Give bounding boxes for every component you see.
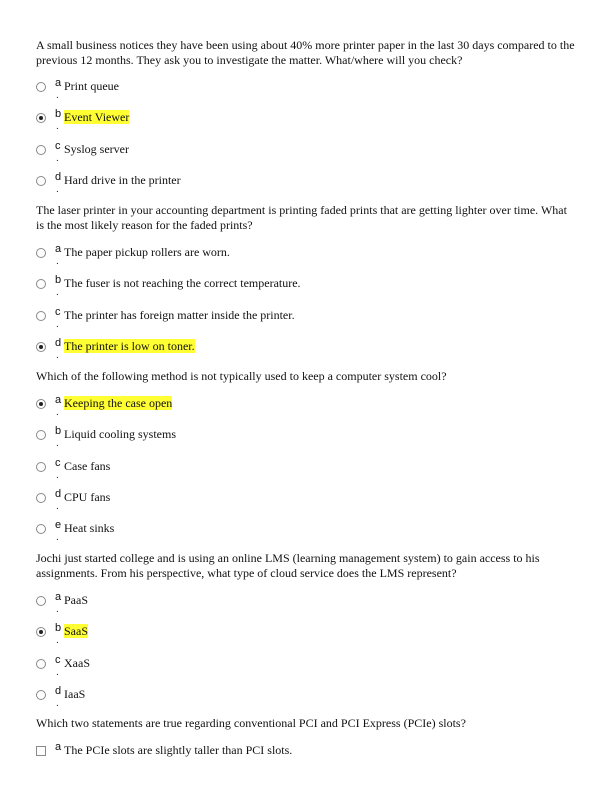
answer-option[interactable] [36, 456, 576, 491]
option-dot: . [56, 407, 59, 418]
option-letter: c [55, 653, 61, 666]
option-text: The paper pickup rollers are worn. [64, 245, 230, 259]
answer-option[interactable] [36, 245, 576, 277]
answer-checkbox[interactable] [36, 746, 46, 756]
answer-radio-selected[interactable] [36, 627, 46, 637]
option-text: IaaS [64, 686, 86, 701]
question-text: Which two statements are true regarding conventional PCI and PCI Express (PCIe) slots? [36, 716, 466, 730]
option-text: Liquid cooling systems [64, 427, 176, 442]
answer-option[interactable] [36, 427, 576, 459]
answer-radio[interactable] [36, 659, 46, 669]
option-letter: a [55, 591, 62, 603]
answer-option[interactable] [36, 110, 576, 142]
option-letter: d [55, 487, 62, 500]
option-text-highlighted: Keeping the case open [64, 396, 173, 410]
option-dot: . [56, 635, 59, 647]
question-text: Jochi just started college and is using an online LMS (learning management system) to gain access to his assignments. From his perspective, what type of cloud service does the LMS represent? [36, 551, 540, 580]
option-letter: a [55, 394, 62, 406]
answer-radio[interactable] [36, 596, 46, 606]
answer-option[interactable] [36, 276, 576, 308]
option-letter: b [55, 425, 62, 438]
answer-option[interactable] [36, 743, 576, 775]
answer-option[interactable] [36, 521, 576, 553]
option-text: XaaS [64, 655, 90, 670]
option-dot: . [56, 469, 59, 481]
answer-radio[interactable] [36, 524, 46, 534]
answer-radio[interactable] [36, 176, 46, 186]
option-letter: a [55, 243, 62, 255]
option-text: The PCIe slots are slightly taller than PCI slots. [64, 743, 293, 757]
answer-radio-selected[interactable] [36, 113, 46, 123]
option-letter: e [55, 519, 62, 532]
option-text: The printer has foreign matter inside the printer. [64, 307, 295, 322]
option-text: The fuser is not reaching the correct temperature. [64, 276, 301, 291]
option-letter: b [55, 622, 62, 635]
answer-option[interactable] [36, 684, 576, 719]
option-dot: . [56, 500, 59, 512]
option-dot: . [56, 318, 59, 330]
option-letter: a [55, 741, 62, 753]
option-text: Syslog server [64, 141, 129, 156]
option-letter: d [55, 170, 62, 183]
answer-radio[interactable] [36, 690, 46, 700]
option-letter: c [55, 305, 61, 318]
option-letter: d [55, 336, 62, 349]
option-text: PaaS [64, 593, 88, 607]
answer-option[interactable] [36, 79, 576, 111]
option-dot: . [56, 438, 59, 450]
answer-option[interactable] [36, 593, 576, 625]
option-dot: . [56, 349, 59, 361]
option-text-highlighted: Event Viewer [64, 110, 130, 125]
answer-radio-selected[interactable] [36, 342, 46, 352]
option-text: Hard drive in the printer [64, 172, 181, 187]
option-dot: . [56, 90, 59, 101]
answer-option[interactable] [36, 170, 576, 205]
option-dot: . [56, 666, 59, 678]
option-dot: . [56, 152, 59, 164]
option-dot: . [56, 697, 59, 709]
option-dot: . [56, 183, 59, 195]
answer-option[interactable] [36, 396, 576, 428]
answer-radio[interactable] [36, 248, 46, 258]
answer-radio[interactable] [36, 145, 46, 155]
answer-option[interactable] [36, 624, 576, 656]
answer-radio[interactable] [36, 430, 46, 440]
answer-radio[interactable] [36, 311, 46, 321]
option-dot: . [56, 604, 59, 615]
answer-radio[interactable] [36, 82, 46, 92]
answer-option[interactable] [36, 487, 576, 522]
option-text: CPU fans [64, 489, 111, 504]
answer-option[interactable] [36, 139, 576, 174]
option-text: Print queue [64, 79, 119, 93]
option-dot: . [56, 532, 59, 544]
option-letter: c [55, 456, 61, 469]
option-dot: . [56, 256, 59, 267]
question-text: The laser printer in your accounting department is printing faded prints that are getting lighter over time. What is the most likely reason for the faded prints? [36, 203, 567, 232]
option-letter: b [55, 108, 62, 121]
option-dot: . [56, 287, 59, 299]
question-text: Which of the following method is not typically used to keep a computer system cool? [36, 369, 447, 383]
answer-option[interactable] [36, 653, 576, 688]
option-text-highlighted: The printer is low on toner. [64, 338, 195, 353]
question-text: A small business notices they have been using about 40% more printer paper in the last 30 days compared to the previous 12 months. They ask you to investigate the matter. What/where will you check? [36, 38, 575, 67]
option-text: Heat sinks [64, 521, 115, 536]
option-text-highlighted: SaaS [64, 624, 88, 639]
option-letter: b [55, 274, 62, 287]
option-letter: a [55, 77, 62, 89]
answer-radio[interactable] [36, 462, 46, 472]
answer-radio[interactable] [36, 493, 46, 503]
answer-option[interactable] [36, 336, 576, 371]
answer-option[interactable] [36, 305, 576, 340]
answer-radio[interactable] [36, 279, 46, 289]
option-letter: c [55, 139, 61, 152]
option-letter: d [55, 684, 62, 697]
option-dot: . [56, 121, 59, 133]
answer-radio-selected[interactable] [36, 399, 46, 409]
option-text: Case fans [64, 458, 111, 473]
